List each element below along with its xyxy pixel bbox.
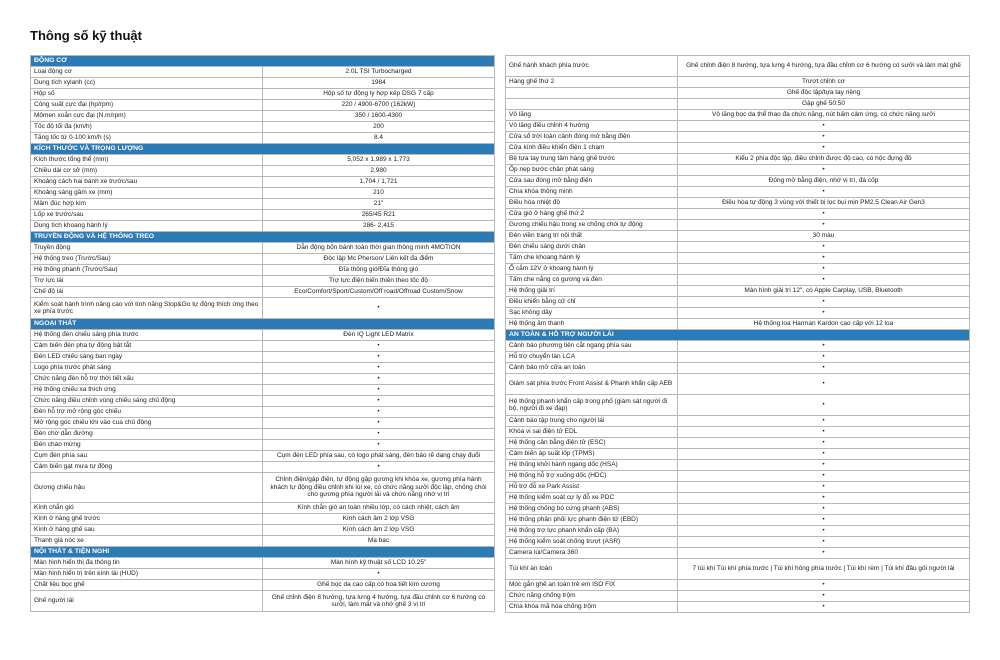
spec-label: Cảnh báo phương tiện cắt ngang phía sau — [506, 341, 678, 352]
section-header — [506, 330, 970, 341]
spec-value: Màn hình giải trí 12", có Apple Carplay, USB, Bluetooth — [678, 286, 970, 297]
spec-row — [506, 99, 970, 110]
spec-row — [506, 253, 970, 264]
spec-label: Kính ở hàng ghế sau — [31, 525, 263, 536]
spec-label: Móc gắn ghế an toàn trẻ em ISO FIX — [506, 580, 678, 591]
spec-value-dot: • — [263, 341, 495, 352]
spec-label: Kính chắn gió — [31, 503, 263, 514]
spec-row — [506, 449, 970, 460]
spec-row — [506, 482, 970, 493]
spec-value-dot: • — [678, 471, 970, 482]
spec-value: Eco/Comfort/Sport/Custom/Off road/Offroad Custom/Snow — [263, 287, 495, 298]
spec-value-dot: • — [678, 374, 970, 395]
spec-value: Gập ghế 50:50 — [678, 99, 970, 110]
spec-label: Hệ thống chống bó cứng phanh (ABS) — [506, 504, 678, 515]
spec-label: Hỗ trợ chuyển làn LCA — [506, 352, 678, 363]
spec-value-dot: • — [263, 429, 495, 440]
spec-row — [506, 154, 970, 165]
spec-label: Chìa khóa thông minh — [506, 187, 678, 198]
spec-row — [506, 198, 970, 209]
spec-row — [506, 438, 970, 449]
spec-label: Kính ở hàng ghế trước — [31, 514, 263, 525]
spec-row — [506, 77, 970, 88]
spec-row — [31, 569, 495, 580]
spec-value: Đóng mở bằng điện, nhớ vị trí, đá cốp — [678, 176, 970, 187]
spec-label: Điều hòa nhiệt độ — [506, 198, 678, 209]
spec-value-dot: • — [678, 537, 970, 548]
spec-row — [31, 298, 495, 319]
spec-label: Chìa khóa mã hóa chống trộm — [506, 602, 678, 613]
spec-value: 5,052 x 1,989 x 1,773 — [263, 155, 495, 166]
spec-value-dot: • — [678, 275, 970, 286]
spec-label: Hệ thống cân bằng điện tử (ESC) — [506, 438, 678, 449]
spec-label: Cảnh báo tập trung cho người lái — [506, 416, 678, 427]
spec-label: Bệ tựa tay trung tâm hàng ghế trước — [506, 154, 678, 165]
spec-value: Ghế độc lập/tựa tay riêng — [678, 88, 970, 99]
spec-value-dot: • — [678, 341, 970, 352]
spec-row — [506, 427, 970, 438]
spec-row — [506, 591, 970, 602]
spec-label: Mômen xoắn cực đại (N.m/rpm) — [31, 111, 263, 122]
spec-row — [31, 133, 495, 144]
spec-row — [506, 341, 970, 352]
spec-label: Cửa kính điều khiển điện 1 chạm — [506, 143, 678, 154]
spec-value: 220 / 4900-6700 (162kW) — [263, 100, 495, 111]
spec-label: Ốp nẹp bước chân phát sáng — [506, 165, 678, 176]
spec-value: 350 / 1600-4300 — [263, 111, 495, 122]
spec-value-dot: • — [678, 416, 970, 427]
spec-row — [506, 56, 970, 77]
spec-label: Chế độ lái — [31, 287, 263, 298]
spec-label: Trợ lực lái — [31, 276, 263, 287]
spec-row — [506, 580, 970, 591]
section-header-label: NỘI THẤT & TIỆN NGHI — [31, 547, 495, 558]
spec-row — [31, 341, 495, 352]
spec-value-dot: • — [678, 548, 970, 559]
spec-value: Độc lập Mc Pherson/ Liên kết đa điểm — [263, 254, 495, 265]
spec-label: Tấm che nắng có gương và đèn — [506, 275, 678, 286]
spec-row — [31, 418, 495, 429]
spec-label: Tấm che khoang hành lý — [506, 253, 678, 264]
spec-value: 7 túi khí Túi khí phía trước | Túi khí hông phía trước | Túi khí rèm | Túi khí đầu gối người lái — [678, 559, 970, 580]
spec-label: Cửa gió ở hàng ghế thứ 2 — [506, 209, 678, 220]
spec-label: Màn hình hiển thị đa thông tin — [31, 558, 263, 569]
spec-label: Hệ thống đèn chiếu sáng phía trước — [31, 330, 263, 341]
spec-value-dot: • — [263, 363, 495, 374]
spec-row — [31, 67, 495, 78]
spec-row — [506, 537, 970, 548]
spec-row — [506, 308, 970, 319]
spec-label: Gương chiếu hậu — [31, 473, 263, 503]
spec-label: Thanh giá nóc xe — [31, 536, 263, 547]
spec-value-dot: • — [678, 187, 970, 198]
spec-value-dot: • — [263, 462, 495, 473]
spec-value-dot: • — [263, 569, 495, 580]
spec-value: Trợ lực điện biến thiên theo tốc độ — [263, 276, 495, 287]
spec-label: Đèn viền trang trí nội thất — [506, 231, 678, 242]
section-header-label: ĐỘNG CƠ — [31, 56, 495, 67]
spec-label: Điều khiển bằng cử chỉ — [506, 297, 678, 308]
spec-value-dot: • — [678, 591, 970, 602]
spec-value: 265/45 R21 — [263, 210, 495, 221]
spec-row — [31, 374, 495, 385]
spec-value: 21" — [263, 199, 495, 210]
spec-row — [31, 210, 495, 221]
spec-value-dot: • — [263, 418, 495, 429]
spec-row — [31, 591, 495, 612]
spec-value: Điều hòa tự động 3 vùng với thiết bị lọc bụi mịn PM2.5 Clean Air Gen3 — [678, 198, 970, 209]
spec-row — [31, 462, 495, 473]
spec-value: Đĩa thông gió/Đĩa thông gió — [263, 265, 495, 276]
spec-row — [506, 209, 970, 220]
spec-row — [31, 254, 495, 265]
spec-value-dot: • — [678, 395, 970, 416]
spec-row — [506, 275, 970, 286]
spec-value-dot: • — [678, 209, 970, 220]
spec-label: Ghế người lái — [31, 591, 263, 612]
spec-label: Hệ thống trợ lực phanh khẩn cấp (BA) — [506, 526, 678, 537]
spec-label: Cửa sổ trời toàn cảnh đóng mở bằng điện — [506, 132, 678, 143]
spec-row — [506, 165, 970, 176]
spec-value: Màn hình kỹ thuật số LCD 10.25" — [263, 558, 495, 569]
spec-label: Chất liệu bọc ghế — [31, 580, 263, 591]
spec-value-dot: • — [678, 427, 970, 438]
spec-row — [31, 78, 495, 89]
spec-row — [506, 526, 970, 537]
spec-label: Đèn LED chiếu sáng ban ngày — [31, 352, 263, 363]
spec-value-dot: • — [263, 352, 495, 363]
spec-value: Kính cách âm 2 lớp VSG — [263, 514, 495, 525]
spec-label: Mâm đúc hợp kim — [31, 199, 263, 210]
spec-row — [31, 330, 495, 341]
spec-value-dot: • — [678, 242, 970, 253]
spec-value-dot: • — [678, 449, 970, 460]
spec-label: Đèn chờ dẫn đường — [31, 429, 263, 440]
spec-row — [31, 221, 495, 232]
spec-label: Dung tích xylanh (cc) — [31, 78, 263, 89]
spec-row — [31, 536, 495, 547]
page-title: Thông số kỹ thuật — [30, 28, 142, 43]
spec-value-dot: • — [263, 407, 495, 418]
spec-row — [31, 396, 495, 407]
spec-label: Hệ thống phanh khẩn cấp trong phố (giám sát người đi bộ, người đi xe đạp) — [506, 395, 678, 416]
section-header-label: TRUYỀN ĐỘNG VÀ HỆ THỐNG TREO — [31, 232, 495, 243]
spec-row — [506, 231, 970, 242]
spec-row — [506, 319, 970, 330]
spec-row — [31, 525, 495, 536]
spec-row — [506, 286, 970, 297]
spec-label: Khóa vi sai điện tử EDL — [506, 427, 678, 438]
spec-row — [506, 363, 970, 374]
spec-value: Kính cách âm 2 lớp VSG — [263, 525, 495, 536]
spec-label: Hệ thống phân phối lực phanh điện tử (EBD) — [506, 515, 678, 526]
spec-row — [31, 199, 495, 210]
spec-label: Đèn chiếu sáng dưới chân — [506, 242, 678, 253]
spec-value-dot: • — [678, 438, 970, 449]
spec-row — [31, 451, 495, 462]
spec-label: Hộp số — [31, 89, 263, 100]
spec-value: 2,980 — [263, 166, 495, 177]
spec-value-dot: • — [263, 298, 495, 319]
spec-value-dot: • — [678, 132, 970, 143]
spec-row — [31, 385, 495, 396]
spec-row — [506, 471, 970, 482]
spec-value: Kính chắn gió an toàn nhiều lớp, có cách nhiệt, cách âm — [263, 503, 495, 514]
spec-value: 200 — [263, 122, 495, 133]
spec-row — [31, 276, 495, 287]
spec-row — [31, 473, 495, 503]
spec-row — [506, 374, 970, 395]
spec-label: Ghế hành khách phía trước — [506, 56, 678, 77]
spec-row — [31, 363, 495, 374]
section-header — [31, 232, 495, 243]
spec-row — [31, 287, 495, 298]
spec-label — [506, 88, 678, 99]
section-header — [31, 547, 495, 558]
spec-label: Logo phía trước phát sáng — [31, 363, 263, 374]
section-header-label: KÍCH THƯỚC VÀ TRỌNG LƯỢNG — [31, 144, 495, 155]
spec-row — [506, 395, 970, 416]
spec-value-dot: • — [678, 352, 970, 363]
spec-value: Ghế chỉnh điện 8 hướng, tựa lưng 4 hướng, tựa đầu chỉnh cơ 6 hướng có sưởi và làm mát ghế — [678, 56, 970, 77]
spec-value-dot: • — [678, 308, 970, 319]
spec-row — [31, 558, 495, 569]
spec-label: Khoảng cách hai bánh xe trước/sau — [31, 177, 263, 188]
spec-label: Sạc không dây — [506, 308, 678, 319]
spec-label — [506, 99, 678, 110]
spec-value-dot: • — [678, 602, 970, 613]
spec-value-dot: • — [263, 396, 495, 407]
spec-label: Cảm biến áp suất lốp (TPMS) — [506, 449, 678, 460]
spec-value-dot: • — [678, 482, 970, 493]
spec-table-left — [30, 55, 495, 612]
spec-value-dot: • — [263, 374, 495, 385]
spec-row — [31, 580, 495, 591]
spec-value: Hệ thống loa Harman Kardon cao cấp với 12 loa — [678, 319, 970, 330]
spec-value: 2.0L TSI Turbocharged — [263, 67, 495, 78]
spec-label: Gương chiếu hậu trong xe chống chói tự động — [506, 220, 678, 231]
spec-row — [31, 429, 495, 440]
spec-label: Chức năng chống trộm — [506, 591, 678, 602]
spec-value: Chỉnh điện/gập điện, tự động gập gương khi khóa xe, gương phía hành khách tự động điều chỉnh khi lùi xe, có chức năng sưởi độc lập, chống chói cho gương phía người lái và chức năng nhớ vị trí — [263, 473, 495, 503]
spec-value-dot: • — [678, 264, 970, 275]
spec-label: Cửa sau đóng mở bằng điện — [506, 176, 678, 187]
spec-label: Đèn chào mừng — [31, 440, 263, 451]
spec-row — [31, 514, 495, 525]
spec-row — [506, 220, 970, 231]
spec-label: Hệ thống hỗ trợ xuống dốc (HDC) — [506, 471, 678, 482]
spec-label: Vô lăng điều chỉnh 4 hướng — [506, 121, 678, 132]
spec-row — [506, 176, 970, 187]
spec-label: Đèn hỗ trợ mở rộng góc chiếu — [31, 407, 263, 418]
spec-row — [31, 188, 495, 199]
spec-row — [31, 89, 495, 100]
spec-label: Cảm biến đèn pha tự động bật tắt — [31, 341, 263, 352]
spec-value: Kiểu 2 phía độc lập, điều chỉnh được độ cao, có hộc đựng đồ — [678, 154, 970, 165]
spec-value-dot: • — [678, 121, 970, 132]
spec-row — [506, 515, 970, 526]
spec-value: 1,704 / 1,721 — [263, 177, 495, 188]
spec-row — [506, 88, 970, 99]
spec-label: Vô lăng — [506, 110, 678, 121]
spec-value-dot: • — [678, 220, 970, 231]
spec-row — [31, 503, 495, 514]
spec-row — [506, 460, 970, 471]
spec-row — [31, 111, 495, 122]
spec-value-dot: • — [678, 297, 970, 308]
spec-label: Giám sát phía trước Front Assist & Phanh khẩn cấp AEB — [506, 374, 678, 395]
spec-label: Dung tích khoang hành lý — [31, 221, 263, 232]
spec-value: Hộp số tự động ly hợp kép DSG 7 cấp — [263, 89, 495, 100]
section-header-label: AN TOÀN & HỖ TRỢ NGƯỜI LÁI — [506, 330, 970, 341]
spec-row — [506, 602, 970, 613]
spec-row — [31, 122, 495, 133]
spec-row — [506, 416, 970, 427]
spec-value-dot: • — [678, 504, 970, 515]
spec-label: Cụm đèn phía sau — [31, 451, 263, 462]
spec-label: Loại động cơ — [31, 67, 263, 78]
spec-label: Camera lùi/Camera 360 — [506, 548, 678, 559]
spec-row — [31, 407, 495, 418]
spec-row — [506, 110, 970, 121]
spec-label: Công suất cực đại (hp/rpm) — [31, 100, 263, 111]
spec-label: Cảnh báo mở cửa an toàn — [506, 363, 678, 374]
spec-value: 8.4 — [263, 133, 495, 144]
spec-row — [506, 493, 970, 504]
spec-label: Lốp xe trước/sau — [31, 210, 263, 221]
spec-row — [506, 187, 970, 198]
spec-row — [31, 265, 495, 276]
spec-label: Mở rộng góc chiếu khi vào cua chủ động — [31, 418, 263, 429]
section-header — [31, 319, 495, 330]
section-header — [31, 144, 495, 155]
spec-value: 1984 — [263, 78, 495, 89]
spec-row — [31, 100, 495, 111]
spec-value-dot: • — [678, 165, 970, 176]
spec-label: Hệ thống khởi hành ngang dốc (HSA) — [506, 460, 678, 471]
spec-value-dot: • — [678, 515, 970, 526]
spec-label: Ổ cắm 12V ở khoang hành lý — [506, 264, 678, 275]
spec-label: Cảm biến gạt mưa tự động — [31, 462, 263, 473]
spec-value: Ghế chỉnh điện 8 hướng, tựa lưng 4 hướng, tựa đầu chỉnh cơ 6 hướng có sưởi, làm mát và nhớ ghế 3 vị trí — [263, 591, 495, 612]
spec-label: Khoảng sáng gầm xe (mm) — [31, 188, 263, 199]
spec-label: Màn hình hiển trị trên kính lái (HUD) — [31, 569, 263, 580]
spec-value: Dẫn động bốn bánh toàn thời gian thông minh 4MOTION — [263, 243, 495, 254]
spec-value-dot: • — [678, 460, 970, 471]
spec-label: Hệ thống kiểm soát cự ly đỗ xe PDC — [506, 493, 678, 504]
spec-row — [506, 504, 970, 515]
spec-row — [31, 155, 495, 166]
spec-label: Chức năng đèn hỗ trợ thời tiết xấu — [31, 374, 263, 385]
spec-row — [31, 166, 495, 177]
spec-row — [506, 297, 970, 308]
spec-label: Tăng tốc từ 0-100 km/h (s) — [31, 133, 263, 144]
spec-label: Kích thước tổng thể (mm) — [31, 155, 263, 166]
spec-label: Hệ thống chiếu xa thích ứng — [31, 385, 263, 396]
spec-value-dot: • — [678, 363, 970, 374]
spec-value-dot: • — [678, 526, 970, 537]
spec-label: Chiều dài cơ sở (mm) — [31, 166, 263, 177]
spec-value: Đèn IQ Light LED Matrix — [263, 330, 495, 341]
spec-table-right — [505, 55, 970, 613]
spec-label: Hệ thống giải trí — [506, 286, 678, 297]
spec-value: Vô lăng bọc da thể thao đa chức năng, nút bấm cảm ứng, có chức năng sưởi — [678, 110, 970, 121]
spec-value: Mạ bạc — [263, 536, 495, 547]
spec-label: Hệ thống phanh (Trước/Sau) — [31, 265, 263, 276]
spec-value-dot: • — [678, 580, 970, 591]
spec-label: Kiểm soát hành trình nâng cao với tính năng Stop&Go tự động thích ứng theo xe phía trước — [31, 298, 263, 319]
spec-row — [506, 242, 970, 253]
spec-row — [506, 352, 970, 363]
section-header-label: NGOẠI THẤT — [31, 319, 495, 330]
spec-value-dot: • — [678, 253, 970, 264]
spec-label: Hệ thống treo (Trước/Sau) — [31, 254, 263, 265]
spec-value: 286- 2,415 — [263, 221, 495, 232]
spec-value-dot: • — [263, 385, 495, 396]
section-header — [31, 56, 495, 67]
spec-label: Chức năng điều chỉnh vùng chiếu sáng chủ động — [31, 396, 263, 407]
spec-row — [31, 440, 495, 451]
spec-row — [506, 121, 970, 132]
spec-label: Truyền động — [31, 243, 263, 254]
spec-value: Cụm đèn LED phía sau, có logo phát sáng, đèn báo rẽ dạng chạy đuổi — [263, 451, 495, 462]
spec-label: Hệ thống âm thanh — [506, 319, 678, 330]
spec-row — [506, 132, 970, 143]
spec-value: 30 màu — [678, 231, 970, 242]
spec-label: Hàng ghế thứ 2 — [506, 77, 678, 88]
spec-value: Ghế bọc da cao cấp có hoa tiết kim cương — [263, 580, 495, 591]
spec-value: 210 — [263, 188, 495, 199]
spec-label: Hỗ trợ đỗ xe Park Assist — [506, 482, 678, 493]
spec-value: Trượt chỉnh cơ — [678, 77, 970, 88]
spec-label: Hệ thống kiểm soát chống trượt (ASR) — [506, 537, 678, 548]
spec-row — [506, 548, 970, 559]
spec-label: Túi khí an toàn — [506, 559, 678, 580]
spec-row — [506, 559, 970, 580]
spec-row — [506, 143, 970, 154]
spec-row — [31, 352, 495, 363]
spec-value-dot: • — [678, 143, 970, 154]
spec-row — [31, 243, 495, 254]
spec-row — [31, 177, 495, 188]
spec-value-dot: • — [263, 440, 495, 451]
spec-label: Tốc độ tối đa (km/h) — [31, 122, 263, 133]
spec-value-dot: • — [678, 493, 970, 504]
spec-row — [506, 264, 970, 275]
